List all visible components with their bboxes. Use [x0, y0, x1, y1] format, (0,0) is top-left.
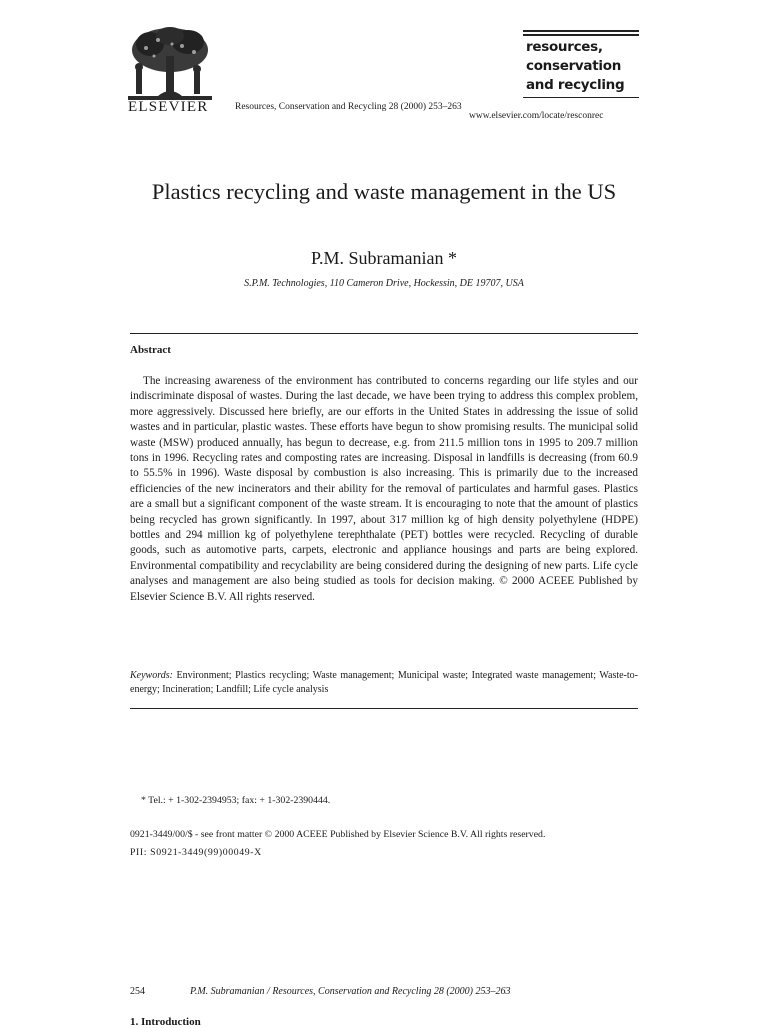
elsevier-tree-icon [128, 26, 212, 102]
abstract-heading: Abstract [130, 344, 171, 356]
divider [130, 333, 638, 334]
copyright-line: 0921-3449/00/$ - see front matter © 2000 ACEEE Published by Elsevier Science B.V. All rights reserved. [130, 829, 546, 840]
abstract-body: The increasing awareness of the environment has contributed to concerns regarding our life styles and our indiscriminate disposal of wastes. During the last decade, we have been trying to address this complex problem, more aggressively. Discussed here briefly, are our efforts in the United States in addressing the issue of solid wastes and in particular, plastic wastes. These efforts have begun to show promising results. The municipal solid waste (MSW) produced annually, has begun to decrease, e.g. from 211.5 million tons in 1995 to 209.7 million tons in 1996. Recycling rates and composting rates are increasing. Disposal in landfills is decreasing (from 60.9 to 55.5% in 1996). Waste disposal by combustion is also increasing. This is primarily due to the increased efficiencies of the new incinerators and their ability for the removal of particulates and harmful gases. Plastics are a small but a significant component of the waste stream. It is encouraging to note that the amount of plastics being recycled has grown significantly. In 1997, about 317 million kg of high density polyethylene (HDPE) bottles and 294 million kg of polyethylene terephthalate (PET) bottles were recycled. Recycling of durable goods, such as automotive parts, carpets, electronic and appliance housings and parts are being explored. Environmental compatibility and recyclability are being considered during the designing of new parts. Life cycle analyses and management are also being studied as tools for decision making. © 2000 ACEEE Published by Elsevier Science B.V. All rights reserved. [130, 375, 638, 603]
journal-logo-line: and recycling [526, 77, 625, 93]
journal-logo-line: conservation [526, 58, 622, 74]
keywords-label: Keywords: [130, 670, 173, 681]
footnote: * Tel.: + 1-302-2394953; fax: + 1-302-2390444. [141, 795, 331, 806]
page-number: 254 [130, 986, 145, 997]
running-header: P.M. Subramanian / Resources, Conservation and Recycling 28 (2000) 253–263 [190, 986, 511, 997]
paper-author: P.M. Subramanian * [311, 248, 457, 268]
section-heading: 1. Introduction [130, 1016, 201, 1028]
journal-citation: Resources, Conservation and Recycling 28 (2000) 253–263 [235, 102, 462, 112]
paper-title: Plastics recycling and waste management in the US [151, 179, 617, 204]
publisher-name: ELSEVIER [128, 99, 209, 115]
journal-url[interactable]: www.elsevier.com/locate/resconrec [469, 111, 604, 121]
keywords-text: Environment; Plastics recycling; Waste management; Municipal waste; Integrated waste management; Waste-to-energy; Incineration; Landfill; Life cycle analysis [130, 670, 638, 695]
journal-logo-line: resources, [526, 39, 603, 55]
paper-affiliation: S.P.M. Technologies, 110 Cameron Drive, Hockessin, DE 19707, USA [244, 278, 524, 289]
divider [130, 708, 638, 709]
pii-line: PII: S0921-3449(99)00049-X [130, 847, 262, 858]
journal-logo [523, 30, 639, 98]
keywords [130, 669, 638, 697]
